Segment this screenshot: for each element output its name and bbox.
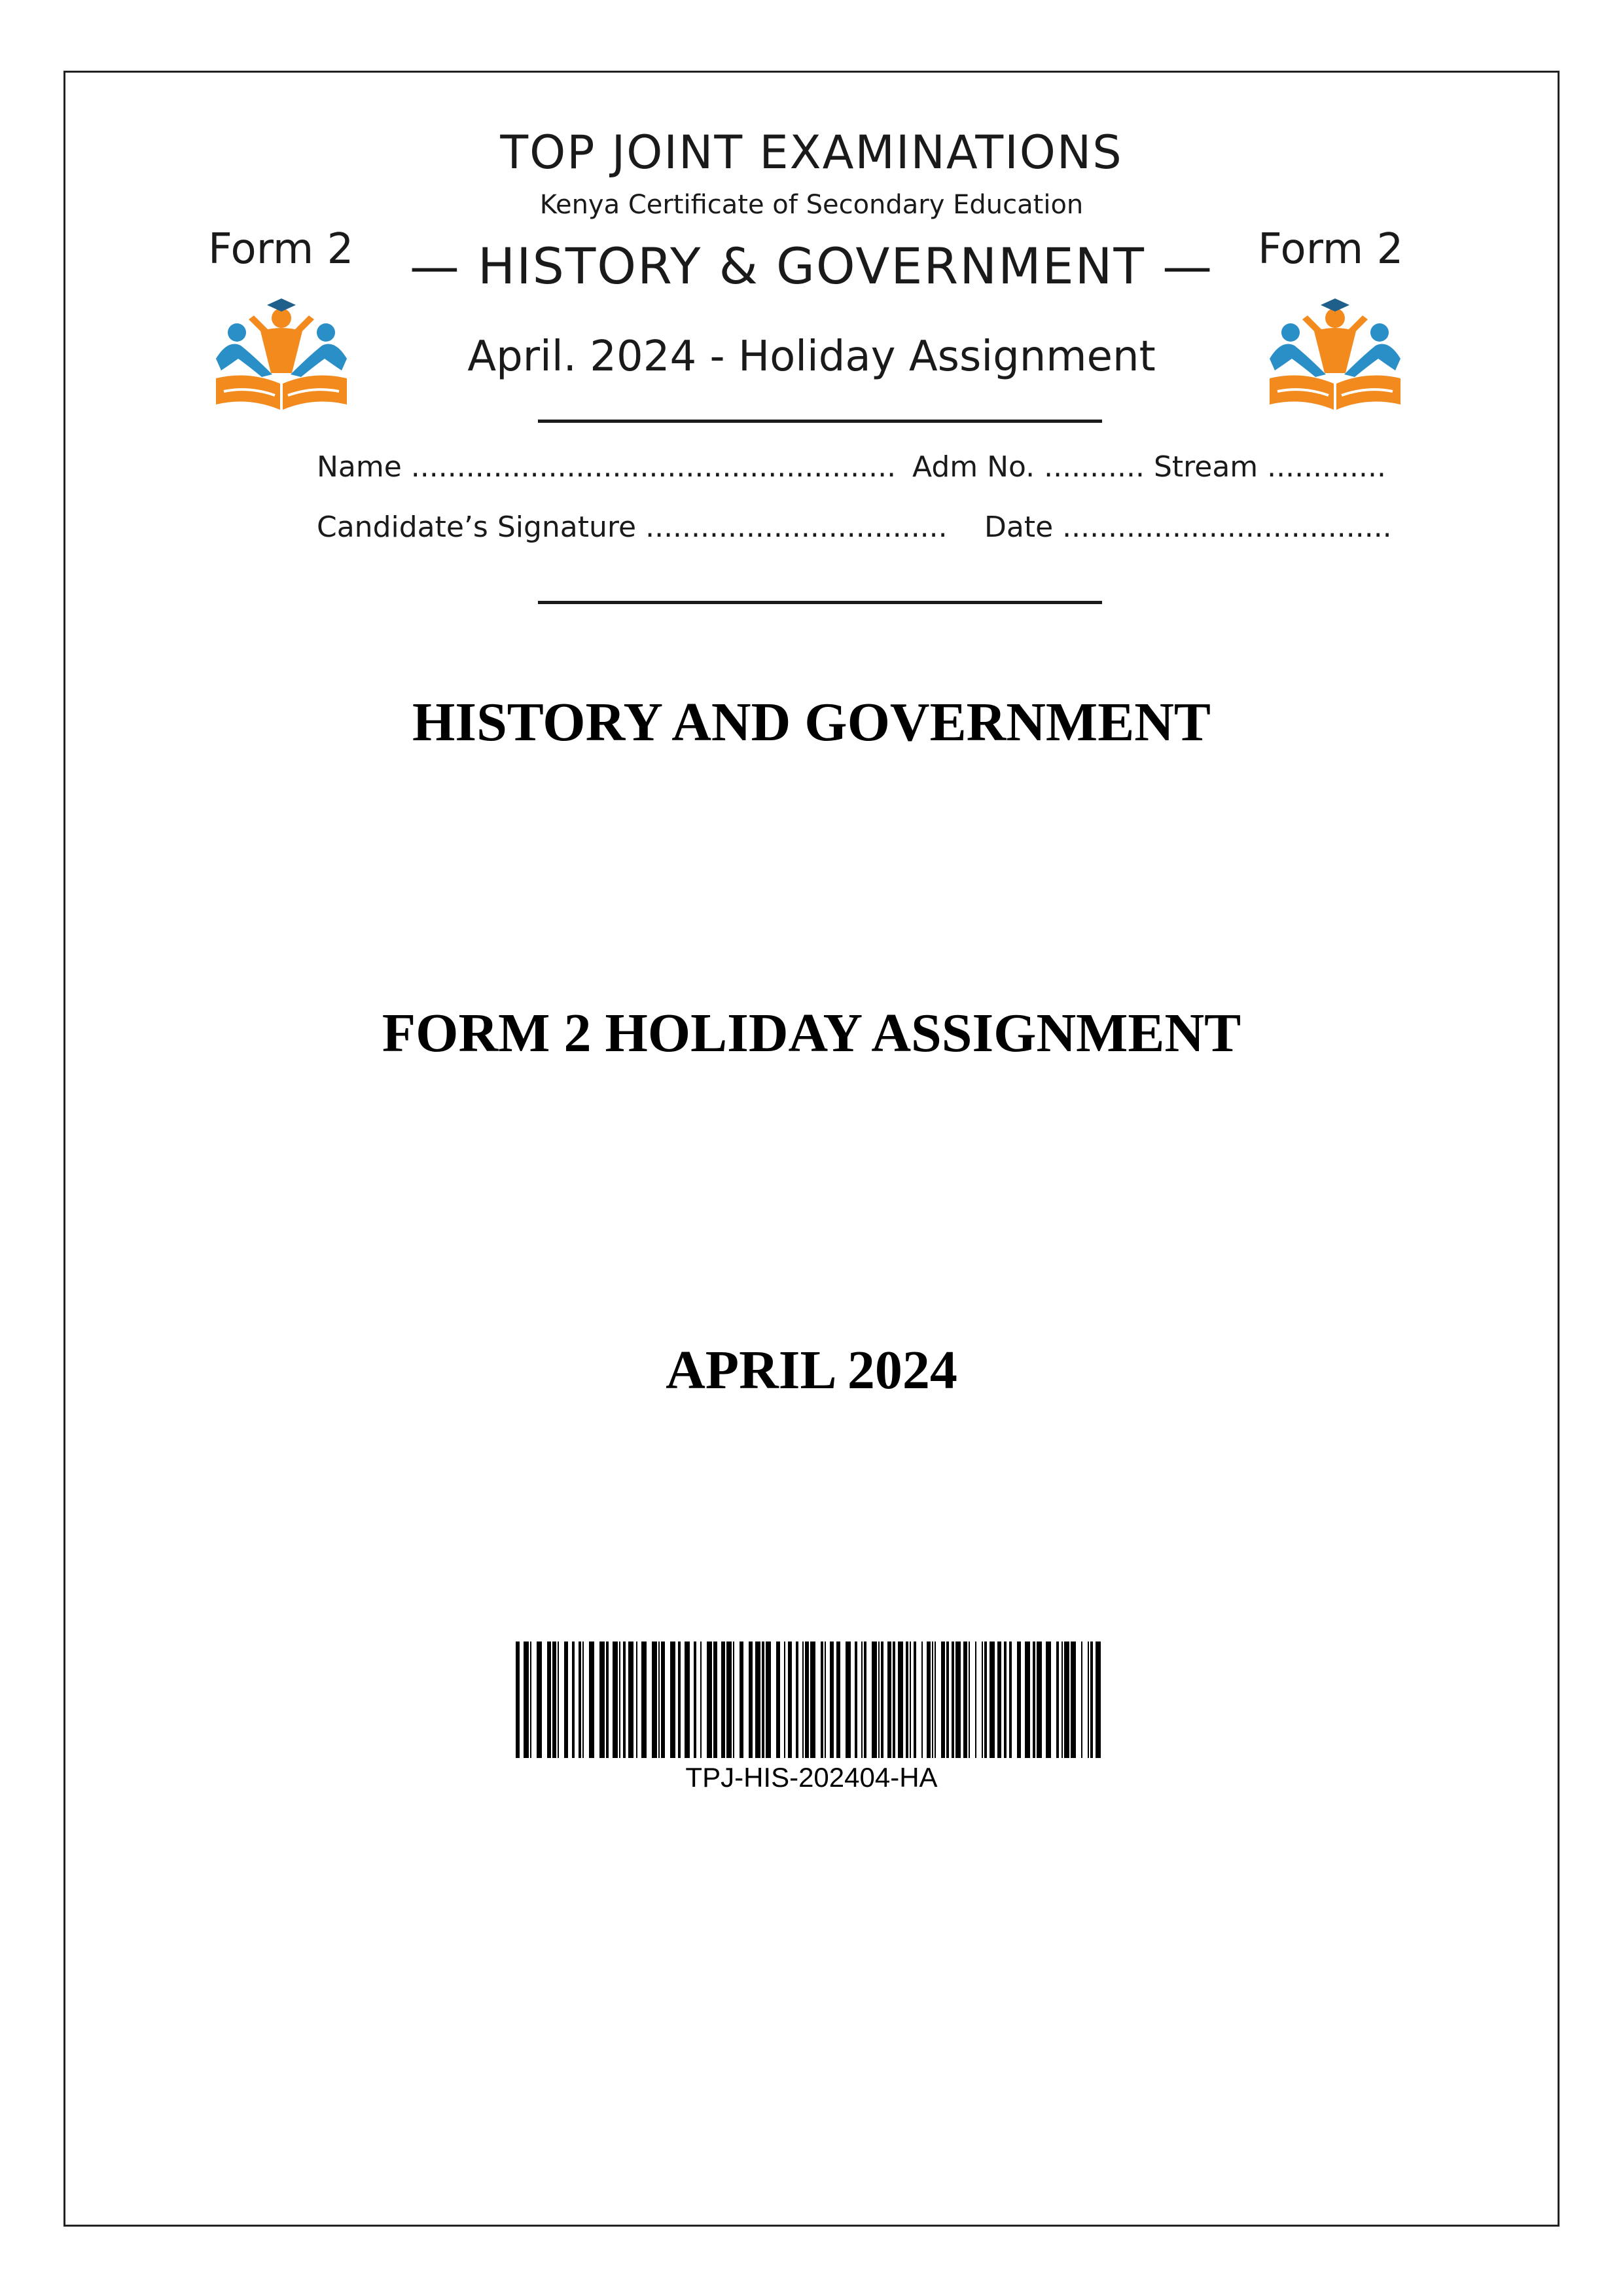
barcode-bar (530, 1641, 531, 1758)
barcode-bar (1004, 1641, 1007, 1758)
barcode-bar (810, 1641, 815, 1758)
barcode-bar (1046, 1641, 1051, 1758)
barcode-bar (652, 1641, 657, 1758)
barcode-bar (740, 1641, 743, 1758)
barcode-bar (755, 1641, 760, 1758)
assignment-title: FORM 2 HOLIDAY ASSIGNMENT (382, 1003, 1241, 1064)
barcode-bar (1056, 1641, 1059, 1758)
barcode-bar (887, 1641, 891, 1758)
barcode-bar (636, 1641, 637, 1758)
barcode-bar (881, 1641, 883, 1758)
adm-stream-field[interactable]: Adm No. ........... Stream ............. (912, 450, 1386, 484)
barcode-bar (872, 1641, 877, 1758)
barcode-bar (707, 1641, 712, 1758)
barcode-bar (927, 1641, 931, 1758)
barcode-bar (969, 1641, 970, 1758)
barcode-bar (552, 1641, 556, 1758)
barcode-bar (864, 1641, 866, 1758)
barcode-bar (658, 1641, 660, 1758)
header-date-line: April. 2024 - Holiday Assignment (467, 332, 1156, 381)
barcode-bar (537, 1641, 542, 1758)
barcode-bar (941, 1641, 945, 1758)
barcode-bar (619, 1641, 620, 1758)
barcode-bar (1033, 1641, 1035, 1758)
barcode-bar (1088, 1641, 1089, 1758)
students-book-logo-icon (209, 293, 353, 411)
barcode-bar (1009, 1641, 1012, 1758)
barcode-bar (1025, 1641, 1030, 1758)
exam-body-subtitle: Kenya Certificate of Secondary Education (539, 190, 1084, 220)
barcode-bar (628, 1641, 633, 1758)
barcode-bar (963, 1641, 967, 1758)
barcode-bar (641, 1641, 647, 1758)
barcode-bar (558, 1641, 559, 1758)
barcode-bar (524, 1641, 529, 1758)
barcode-bar (1037, 1641, 1042, 1758)
barcode-bar (582, 1641, 584, 1758)
barcode-bar (685, 1641, 690, 1758)
barcode (516, 1641, 1107, 1758)
barcode-bar (932, 1641, 933, 1758)
barcode-bar (700, 1641, 702, 1758)
barcode-bar (1081, 1641, 1082, 1758)
barcode-bar (898, 1641, 903, 1758)
barcode-bar (825, 1641, 826, 1758)
barcode-bar (1061, 1641, 1063, 1758)
barcode-bar (564, 1641, 568, 1758)
barcode-bar (878, 1641, 880, 1758)
header-divider-top (538, 420, 1102, 423)
barcode-bar (946, 1641, 949, 1758)
barcode-bar (788, 1641, 792, 1758)
exam-body-title: TOP JOINT EXAMINATIONS (500, 126, 1123, 179)
barcode-bar (1090, 1641, 1093, 1758)
barcode-bar (906, 1641, 908, 1758)
barcode-bar (579, 1641, 581, 1758)
barcode-bar (836, 1641, 840, 1758)
barcode-bar (613, 1641, 618, 1758)
signature-field[interactable]: Candidate’s Signature ................................. (317, 511, 948, 544)
barcode-bar (802, 1641, 804, 1758)
barcode-bar (955, 1641, 961, 1758)
barcode-bar (805, 1641, 809, 1758)
barcode-bar (855, 1641, 857, 1758)
name-field[interactable]: Name ..................................................... (317, 450, 897, 484)
barcode-bar (997, 1641, 1001, 1758)
barcode-bar (606, 1641, 609, 1758)
barcode-bar (678, 1641, 681, 1758)
barcode-bar (990, 1641, 995, 1758)
students-book-logo-icon (1263, 293, 1407, 411)
barcode-bar (1096, 1641, 1101, 1758)
subject-title: HISTORY AND GOVERNMENT (412, 692, 1211, 753)
barcode-bar (830, 1641, 834, 1758)
barcode-bar (694, 1641, 696, 1758)
barcode-bar (599, 1641, 605, 1758)
barcode-bar (733, 1641, 734, 1758)
barcode-bar (749, 1641, 753, 1758)
barcode-code: TPJ-HIS-202404-HA (685, 1762, 938, 1793)
date-field[interactable]: Date .................................... (984, 511, 1392, 544)
form-label-right: Form 2 (1258, 225, 1404, 274)
barcode-bar (921, 1641, 923, 1758)
barcode-bar (721, 1641, 725, 1758)
barcode-bar (589, 1641, 594, 1758)
barcode-bar (776, 1641, 780, 1758)
barcode-bar (910, 1641, 911, 1758)
barcode-bar (846, 1641, 851, 1758)
barcode-bar (952, 1641, 954, 1758)
barcode-bar (984, 1641, 987, 1758)
barcode-bar (713, 1641, 717, 1758)
date-title: APRIL 2024 (666, 1340, 957, 1401)
barcode-bar (784, 1641, 785, 1758)
barcode-bar (893, 1641, 895, 1758)
barcode-bar (516, 1641, 520, 1758)
barcode-bar (661, 1641, 665, 1758)
barcode-bar (821, 1641, 823, 1758)
barcode-bar (935, 1641, 936, 1758)
barcode-bar (1017, 1641, 1021, 1758)
barcode-bar (796, 1641, 798, 1758)
form-label-left: Form 2 (208, 225, 354, 274)
barcode-bar (982, 1641, 983, 1758)
barcode-bar (726, 1641, 732, 1758)
barcode-bar (914, 1641, 916, 1758)
barcode-bar (766, 1641, 771, 1758)
barcode-bar (547, 1641, 551, 1758)
barcode-bar (1071, 1641, 1076, 1758)
barcode-bar (572, 1641, 575, 1758)
barcode-bar (670, 1641, 675, 1758)
header-divider-bottom (538, 601, 1102, 604)
barcode-bar (861, 1641, 863, 1758)
header-subject: — HISTORY & GOVERNMENT — (409, 237, 1214, 295)
barcode-bar (975, 1641, 976, 1758)
barcode-bar (762, 1641, 764, 1758)
barcode-bar (623, 1641, 626, 1758)
barcode-bar (1064, 1641, 1069, 1758)
